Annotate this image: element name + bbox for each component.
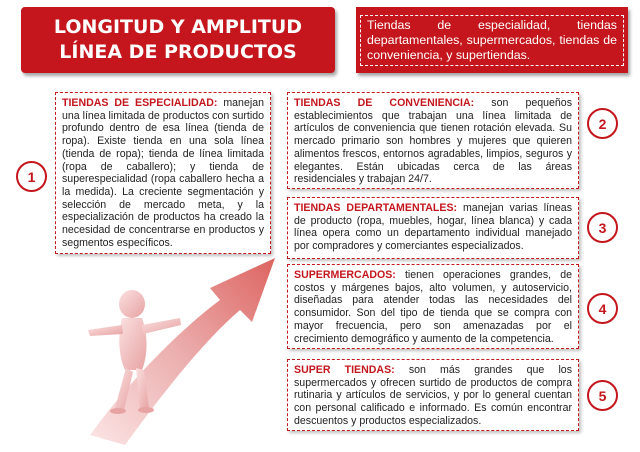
card-body: son más grandes que los supermercados y ofrecen surtido de productos de compra rutinaria y artículos de servicios, y por lo general cuentan con personal calificado e informado. Es común encontrar descuentos y productos especializados. [294,364,572,427]
card-heading: SUPER TIENDAS: [294,364,395,376]
card-heading: SUPERMERCADOS: [294,269,396,281]
card-heading: TIENDAS DE ESPECIALIDAD: [62,97,218,109]
card-body: manejan varias líneas de producto (ropa, muebles, hogar, línea blanca) y cada línea opera como un departamento individual manejado por compradores y comerciantes especializados. [294,202,572,253]
number-label: 4 [598,300,607,317]
number-badge-4 [587,293,618,324]
card-body: tienen operaciones grandes, de costos y márgenes bajos, alto volumen, y autoservicio, diseñadas para atender todas las necesidades del consumidor. Son del tipo de tienda que se compra con mayor frecuencia, pero son amenazadas por el crecimiento demográfico y aumento de la competencia. [294,269,572,345]
number-label: 1 [27,168,36,185]
number-badge-1 [16,161,47,192]
page-title: LONGITUD Y AMPLITUD LÍNEA DE PRODUCTOS [53,16,303,63]
growth-arrow-illustration [70,230,300,452]
number-label: 2 [598,115,607,132]
card-body: manejan una línea limitada de productos con surtido profundo dentro de esa línea (tienda de ropa). Existe tienda en una sola línea (tienda de ropa); tienda de línea limitada (ropa de caballero); y tienda de superespecialidad (ropa caballero hecha a la medida). La creciente segmentación y selección de mercado meta, y la especialización de productos ha creado la necesidad de concentrarse en productos y segmentos específicos. [62,97,264,249]
card-tiendas-departamentales [287,197,579,259]
card-heading: TIENDAS DE CONVENIENCIA: [294,97,475,109]
number-badge-3 [587,212,618,243]
number-label: 3 [598,219,607,236]
card-body: son pequeños establecimientos que trabajan una línea limitada de artículos de conveniencia que tienen rotación elevada. Su mercado primario son hombres y mujeres que quieren alimentos frescos, entornos agradables, limpios, seguros y elegantes. Están ubicadas cerca de las áreas residenciales y trabajan 24/7. [294,97,572,186]
card-super-tiendas [287,359,579,431]
subtitle-text: Tiendas de especialidad, tiendas departamentales, supermercados, tiendas de conveniencia, y supertiendas. [360,15,624,66]
arrow-shape [90,258,275,445]
card-supermercados [287,264,579,349]
title-banner [21,7,335,73]
subtitle-banner [356,7,628,73]
number-badge-2 [587,108,618,139]
number-label: 5 [598,387,607,404]
card-tiendas-conveniencia [287,92,579,189]
number-badge-5 [587,380,618,411]
card-heading: TIENDAS DEPARTAMENTALES: [294,202,458,214]
